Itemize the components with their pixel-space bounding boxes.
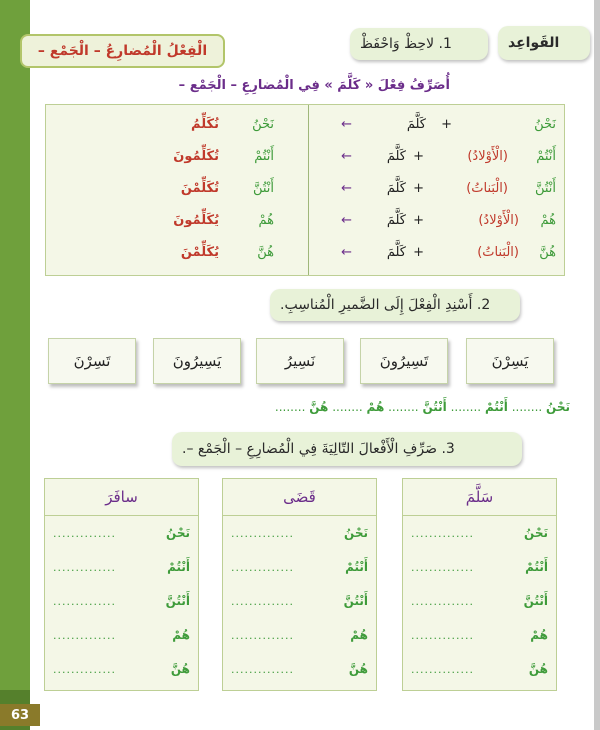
conjugation-panel	[44, 478, 199, 691]
panel-verb: سَلَّمَ	[403, 479, 556, 516]
section-label-text: القَواعِد	[508, 35, 560, 51]
arrow-icon: ←	[341, 245, 352, 260]
panel-pronoun: أَنْتُنَّ	[523, 594, 548, 608]
exercise1-label-text: 1. لاحِظْ وَاحْفَظْ	[360, 36, 452, 52]
result-pronoun: هُنَّ	[257, 245, 274, 260]
answer-pronoun: هُمْ	[366, 400, 385, 414]
arrow-icon: ←	[341, 149, 352, 164]
word-card-text: يَسِيرُونَ	[172, 352, 222, 370]
panel-blank[interactable]: ..............	[411, 628, 474, 642]
answer-pronoun: أَنْتُمْ	[484, 400, 508, 414]
panel-line	[403, 652, 556, 686]
row-pronoun: أَنْتُمْ	[536, 149, 556, 164]
panel-blank[interactable]: ..............	[53, 526, 116, 540]
panel-line	[223, 618, 376, 652]
right-page-edge	[594, 0, 600, 730]
result-verb: نُكَلِّمُ	[191, 117, 219, 132]
row-extra: (الْبَناتُ)	[477, 245, 519, 260]
panel-pronoun: أَنْتُنَّ	[343, 594, 368, 608]
answer-blank[interactable]: ........	[388, 400, 419, 414]
row-pronoun: هُنَّ	[539, 245, 556, 260]
panel-line	[45, 584, 198, 618]
exercise1-label	[350, 28, 488, 60]
lesson-title: الْفِعْلُ الْمُضارِعُ – الْجَمْع –	[20, 34, 225, 68]
conjugation-table	[45, 104, 565, 276]
word-card-text: تَسِيرُونَ	[379, 352, 429, 370]
exercise1-subtitle: أُصَرِّفُ فِعْلَ « كَلَّمَ » فِي الْمُضارِعِ – الْجَمْع –	[178, 78, 450, 93]
panel-verb: سافَرَ	[45, 479, 198, 516]
panel-blank[interactable]: ..............	[231, 560, 294, 574]
plus-sign: +	[413, 213, 424, 228]
panel-line	[223, 652, 376, 686]
row-extra: (الْبَناتُ)	[466, 181, 508, 196]
answer-blank[interactable]: ........	[450, 400, 482, 414]
panel-line	[223, 584, 376, 618]
panel-blank[interactable]: ..............	[53, 662, 116, 676]
panel-line	[45, 618, 198, 652]
plus-sign: +	[441, 117, 452, 132]
panel-pronoun: نَحْنُ	[166, 526, 190, 540]
panel-line	[45, 652, 198, 686]
row-verb: كَلَّمَ	[386, 213, 406, 228]
row-verb: كَلَّمَ	[386, 149, 406, 164]
panel-pronoun: أَنْتُمْ	[167, 560, 190, 574]
panel-blank[interactable]: ..............	[231, 628, 294, 642]
table-row	[46, 241, 564, 269]
panel-line	[403, 550, 556, 584]
answer-pronoun: أَنْتُنَّ	[422, 400, 447, 414]
panel-blank[interactable]: ..............	[231, 662, 294, 676]
panel-blank[interactable]: ..............	[53, 628, 116, 642]
panel-blank[interactable]: ..............	[411, 662, 474, 676]
table-row	[46, 177, 564, 205]
panel-blank[interactable]: ..............	[231, 526, 294, 540]
answer-blank[interactable]: ........	[274, 400, 306, 414]
panel-line	[45, 516, 198, 550]
exercise3-label	[172, 432, 522, 466]
answer-pronoun: هُنَّ	[309, 400, 329, 414]
panel-pronoun: أَنْتُنَّ	[165, 594, 190, 608]
exercise2-label	[270, 289, 520, 321]
panel-pronoun: هُمْ	[530, 628, 548, 642]
panel-blank[interactable]: ..............	[411, 560, 474, 574]
word-card	[256, 338, 344, 384]
panel-pronoun: نَحْنُ	[524, 526, 548, 540]
panel-blank[interactable]: ..............	[231, 594, 294, 608]
exercise2-label-text: 2. أَسْنِدِ الْفِعْلَ إِلَى الضَّميرِ الْمُناسِبِ.	[280, 297, 491, 313]
answer-pronoun: نَحْنُ	[546, 400, 570, 414]
row-verb: كَلَّمَ	[406, 117, 426, 132]
left-green-bar	[0, 0, 30, 730]
table-row	[46, 209, 564, 237]
result-verb: يُكَلِّمُونَ	[173, 213, 219, 228]
row-verb: كَلَّمَ	[386, 245, 406, 260]
table-row	[46, 113, 564, 141]
panel-pronoun: هُمْ	[350, 628, 368, 642]
arrow-icon: ←	[341, 213, 352, 228]
result-pronoun: أَنْتُمْ	[254, 149, 274, 164]
word-card	[360, 338, 448, 384]
panel-line	[403, 584, 556, 618]
result-pronoun: هُمْ	[258, 213, 274, 228]
plus-sign: +	[413, 245, 424, 260]
conjugation-panel	[402, 478, 557, 691]
conjugation-panel	[222, 478, 377, 691]
row-extra: (الْأَوْلادُ)	[467, 149, 508, 164]
word-card	[466, 338, 554, 384]
section-label	[498, 26, 590, 60]
row-pronoun: نَحْنُ	[534, 117, 556, 132]
row-extra: (الْأَوْلادُ)	[478, 213, 519, 228]
panel-pronoun: هُنَّ	[170, 662, 190, 676]
plus-sign: +	[413, 149, 424, 164]
panel-line	[403, 618, 556, 652]
word-card	[153, 338, 241, 384]
panel-verb: قَضَى	[223, 479, 376, 516]
answer-blank[interactable]: ........	[332, 400, 363, 414]
panel-pronoun: هُنَّ	[528, 662, 548, 676]
arrow-icon: ←	[341, 181, 352, 196]
result-verb: تُكَلِّمْنَ	[180, 181, 219, 196]
word-card-text: يَسِرْنَ	[491, 352, 529, 370]
pronoun-answer-line	[50, 400, 570, 414]
answer-blank[interactable]: ........	[511, 400, 543, 414]
word-card	[48, 338, 136, 384]
result-verb: يُكَلِّمْنَ	[180, 245, 219, 260]
word-card-text: تَسِرْنَ	[73, 352, 111, 370]
panel-blank[interactable]: ..............	[53, 560, 116, 574]
panel-blank[interactable]: ..............	[411, 594, 474, 608]
panel-pronoun: هُنَّ	[348, 662, 368, 676]
row-pronoun: هُمْ	[540, 213, 556, 228]
exercise3-label-text: 3. صَرِّفِ الْأَفْعالَ التّالِيَةَ فِي الْمُضارِعِ – الْجَمْع –.	[182, 441, 455, 457]
plus-sign: +	[413, 181, 424, 196]
page-number: 63	[0, 704, 40, 726]
panel-line	[223, 550, 376, 584]
result-pronoun: أَنْتُنَّ	[252, 181, 274, 196]
row-verb: كَلَّمَ	[386, 181, 406, 196]
panel-pronoun: أَنْتُمْ	[345, 560, 368, 574]
panel-line	[223, 516, 376, 550]
result-verb: تُكَلِّمُونَ	[173, 149, 219, 164]
panel-pronoun: أَنْتُمْ	[525, 560, 548, 574]
row-pronoun: أَنْتُنَّ	[534, 181, 556, 196]
panel-line	[45, 550, 198, 584]
panel-pronoun: نَحْنُ	[344, 526, 368, 540]
panel-blank[interactable]: ..............	[411, 526, 474, 540]
result-pronoun: نَحْنُ	[252, 117, 274, 132]
word-card-text: نَسِيرُ	[284, 352, 316, 370]
panel-pronoun: هُمْ	[172, 628, 190, 642]
panel-line	[403, 516, 556, 550]
panel-blank[interactable]: ..............	[53, 594, 116, 608]
table-row	[46, 145, 564, 173]
arrow-icon: ←	[341, 117, 352, 132]
